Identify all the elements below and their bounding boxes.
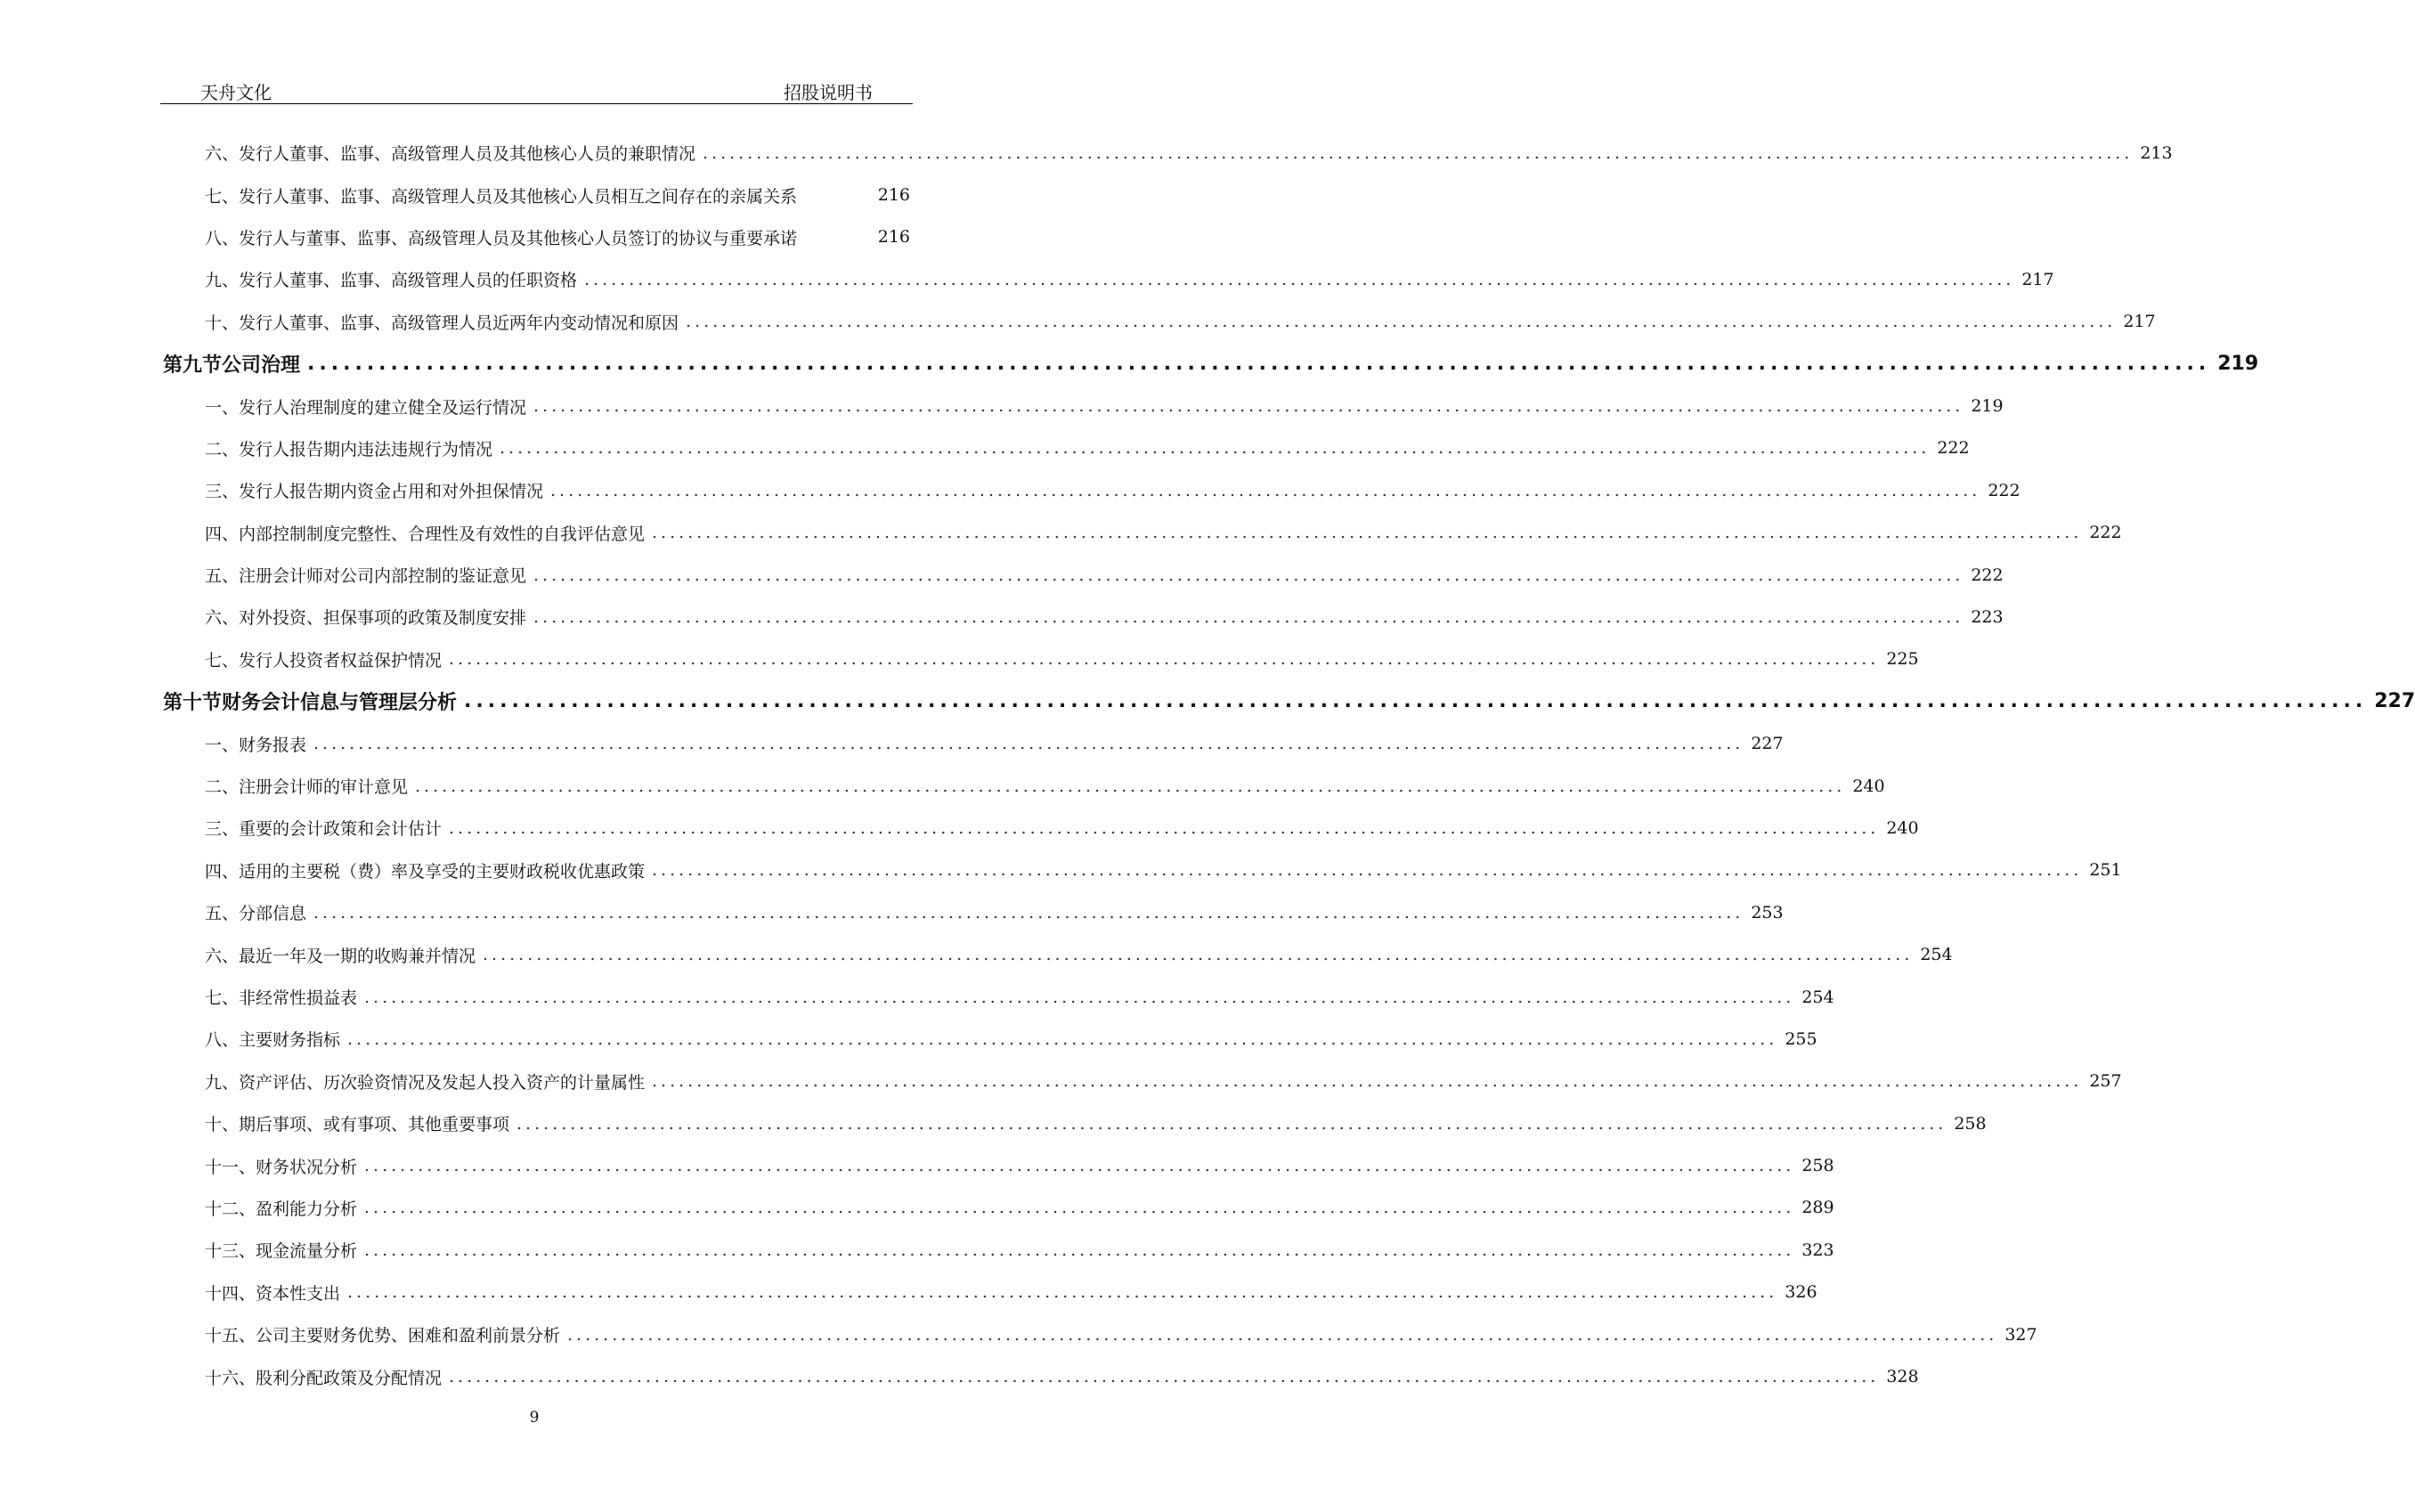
toc-section-number: 第九节: [163, 354, 223, 378]
toc-item-label: 八、主要财务指标: [205, 1030, 341, 1051]
toc-page-number: 328: [1886, 1367, 1919, 1387]
toc-dot-leader: ................................................................................................................................................................: [703, 142, 2134, 163]
toc-page-number: 254: [1801, 987, 1834, 1007]
toc-page-number: 217: [2021, 269, 2054, 289]
toc-page-number: 216: [877, 185, 910, 206]
toc-item-label: 七、发行人投资者权益保护情况: [205, 650, 443, 671]
toc-item-row[interactable]: [160, 1272, 1817, 1313]
toc-item-label: 四、内部控制制度完整性、合理性及有效性的自我评估意见: [205, 524, 646, 544]
toc-item-row[interactable]: [160, 132, 2173, 174]
toc-dot-leader: ................................................................................................................................................................: [364, 1156, 1795, 1176]
toc-item-row[interactable]: [160, 512, 2122, 554]
toc-page-number: 253: [1751, 902, 1784, 923]
table-of-contents: [160, 132, 2415, 1398]
toc-page-number: 323: [1801, 1240, 1834, 1260]
toc-dot-leader: ................................................................................................................................................................: [364, 987, 1795, 1007]
toc-item-label: 五、分部信息: [205, 904, 307, 924]
toc-item-row[interactable]: [160, 1187, 1834, 1229]
toc-item-row[interactable]: [160, 1061, 2122, 1102]
toc-item-label: 十四、资本性支出: [205, 1283, 341, 1304]
toc-item-row[interactable]: [160, 596, 2004, 638]
toc-item-label: 十五、公司主要财务优势、困难和盈利前景分析: [205, 1326, 561, 1346]
toc-item-row[interactable]: [160, 1229, 1834, 1271]
toc-dot-leader: ................................................................................................................................................................: [500, 438, 1931, 459]
toc-item-row[interactable]: [160, 722, 1784, 764]
toc-page-number: 222: [1988, 480, 2021, 500]
toc-item-label: 十三、现金流量分析: [205, 1241, 358, 1262]
toc-page-number: 222: [1937, 438, 1970, 459]
toc-item-label: 二、发行人报告期内违法违规行为情况: [205, 439, 493, 459]
toc-page-number: 257: [2089, 1071, 2122, 1092]
toc-page-number: 289: [1801, 1198, 1834, 1218]
toc-dot-leader: ................................................................................................................................................................: [483, 945, 1914, 965]
toc-dot-leader: ................................................................................................................................................................: [313, 734, 1744, 754]
toc-page-number: 227: [1751, 734, 1784, 754]
toc-page-number: 222: [2089, 523, 2122, 543]
toc-page-number: 258: [1801, 1156, 1834, 1176]
toc-dot-leader: ................................................................................................................................................................: [364, 1240, 1795, 1260]
toc-page-number: 213: [2140, 142, 2173, 163]
toc-dot-leader: ................................................................................................................................................................: [449, 649, 1880, 670]
toc-dot-leader: ................................................................................................................................................................: [533, 606, 1964, 627]
toc-item-label: 十二、盈利能力分析: [205, 1199, 358, 1219]
toc-page-number: 219: [1971, 396, 2004, 417]
toc-item-row[interactable]: [160, 385, 2004, 427]
toc-dot-leader: ................................................................................................................................................................: [364, 1198, 1795, 1218]
toc-item-row[interactable]: [160, 1355, 1919, 1397]
toc-dot-leader: ................................................................................................................................................................: [584, 269, 2015, 289]
toc-section-number: 第十节: [163, 692, 223, 715]
toc-page-number: 254: [1920, 945, 1953, 965]
toc-item-label: 九、资产评估、历次验资情况及发起人投入资产的计量属性: [205, 1072, 646, 1093]
toc-item-label: 二、注册会计师的审计意见: [205, 777, 409, 798]
toc-page-number: 326: [1785, 1282, 1817, 1303]
toc-item-label: 六、对外投资、担保事项的政策及制度安排: [205, 608, 527, 629]
toc-section-row[interactable]: [160, 343, 2259, 385]
toc-item-label: 六、最近一年及一期的收购兼并情况: [205, 946, 476, 966]
toc-page-number: 255: [1785, 1028, 1817, 1049]
toc-item-label: 一、财务报表: [205, 735, 307, 755]
toc-item-row[interactable]: [160, 301, 2156, 343]
toc-item-row[interactable]: [160, 469, 2021, 511]
toc-item-row[interactable]: [160, 765, 1885, 807]
toc-item-label: 六、发行人董事、监事、高级管理人员及其他核心人员的兼职情况: [205, 144, 696, 165]
toc-item-row[interactable]: [160, 807, 1919, 849]
toc-page-number: 223: [1971, 606, 2004, 627]
toc-page-number: 258: [1954, 1113, 1987, 1134]
toc-item-row[interactable]: [160, 638, 1919, 680]
toc-item-row[interactable]: [160, 216, 910, 258]
toc-page-number: 240: [1852, 776, 1885, 796]
toc-dot-leader: ................................................................................................................................................................: [307, 353, 2211, 376]
toc-section-row[interactable]: [160, 680, 2415, 722]
toc-dot-leader: ................................................................................................................................................................: [686, 312, 2117, 332]
toc-dot-leader: ................................................................................................................................................................: [415, 776, 1846, 796]
toc-section-title: 财务会计信息与管理层分析: [222, 692, 458, 715]
toc-item-label: 九、发行人董事、监事、高级管理人员的任职资格: [205, 271, 578, 291]
toc-item-row[interactable]: [160, 1102, 1987, 1144]
toc-item-row[interactable]: [160, 933, 1953, 975]
toc-item-row[interactable]: [160, 174, 910, 215]
toc-page-number: 222: [1971, 565, 2004, 585]
toc-section-title: 公司治理: [222, 354, 301, 378]
toc-item-label: 七、发行人董事、监事、高级管理人员及其他核心人员相互之间存在的亲属关系: [205, 186, 798, 207]
toc-page-number: 327: [2004, 1324, 2037, 1345]
toc-page-number: 216: [877, 227, 910, 248]
toc-item-row[interactable]: [160, 1144, 1834, 1186]
toc-page-number: 240: [1886, 817, 1919, 838]
toc-dot-leader: ................................................................................................................................................................: [550, 480, 1981, 500]
toc-item-row[interactable]: [160, 891, 1784, 933]
toc-item-label: 五、注册会计师对公司内部控制的鉴证意见: [205, 566, 527, 587]
toc-item-label: 七、非经常性损益表: [205, 988, 358, 1008]
toc-item-row[interactable]: [160, 1018, 1817, 1060]
toc-item-label: 十、发行人董事、监事、高级管理人员近两年内变动情况和原因: [205, 313, 679, 333]
toc-page-number: 227: [2374, 690, 2415, 713]
page-header: [160, 75, 913, 104]
toc-dot-leader: ................................................................................................................................................................: [347, 1028, 1778, 1049]
toc-dot-leader: ................................................................................................................................................................: [652, 523, 2083, 543]
toc-dot-leader: ................................................................................................................................................................: [449, 1367, 1880, 1387]
toc-dot-leader: ................................................................................................................................................................: [313, 902, 1744, 923]
header-company-name: 天舟文化: [200, 82, 272, 103]
toc-item-row[interactable]: [160, 1313, 2037, 1355]
toc-dot-leader: ................................................................................................................................................................: [449, 817, 1880, 838]
toc-item-label: 四、适用的主要税（费）率及享受的主要财政税收优惠政策: [205, 861, 646, 882]
toc-item-label: 一、发行人治理制度的建立健全及运行情况: [205, 397, 527, 418]
toc-item-row[interactable]: [160, 849, 2122, 891]
toc-item-row[interactable]: [160, 976, 1834, 1018]
toc-item-label: 十、期后事项、或有事项、其他重要事项: [205, 1115, 510, 1135]
header-document-title: 招股说明书: [784, 82, 873, 103]
toc-item-label: 十六、股利分配政策及分配情况: [205, 1368, 443, 1388]
toc-dot-leader: ................................................................................................................................................................: [533, 396, 1964, 417]
toc-dot-leader: ................................................................................................................................................................: [567, 1324, 1998, 1345]
toc-item-row[interactable]: [160, 258, 2054, 300]
toc-page-number: 225: [1886, 649, 1919, 670]
toc-item-label: 三、发行人报告期内资金占用和对外担保情况: [205, 482, 544, 502]
toc-item-label: 三、重要的会计政策和会计估计: [205, 819, 443, 840]
toc-dot-leader: ................................................................................................................................................................: [347, 1282, 1778, 1303]
page-number: 9: [529, 1409, 540, 1427]
toc-dot-leader: ................................................................................................................................................................: [652, 1071, 2083, 1092]
toc-page-number: 251: [2089, 860, 2122, 881]
toc-item-label: 八、发行人与董事、监事、高级管理人员及其他核心人员签订的协议与重要承诺: [205, 228, 798, 248]
toc-item-row[interactable]: [160, 427, 1970, 469]
toc-dot-leader: ................................................................................................................................................................: [516, 1113, 1947, 1134]
toc-page-number: 217: [2123, 312, 2156, 332]
toc-item-row[interactable]: [160, 554, 2004, 596]
toc-dot-leader: ................................................................................................................................................................: [464, 690, 2368, 713]
toc-dot-leader: ................................................................................................................................................................: [533, 565, 1964, 585]
toc-page-number: 219: [2217, 353, 2259, 376]
toc-item-label: 十一、财务状况分析: [205, 1157, 358, 1177]
toc-dot-leader: ................................................................................................................................................................: [652, 860, 2083, 881]
